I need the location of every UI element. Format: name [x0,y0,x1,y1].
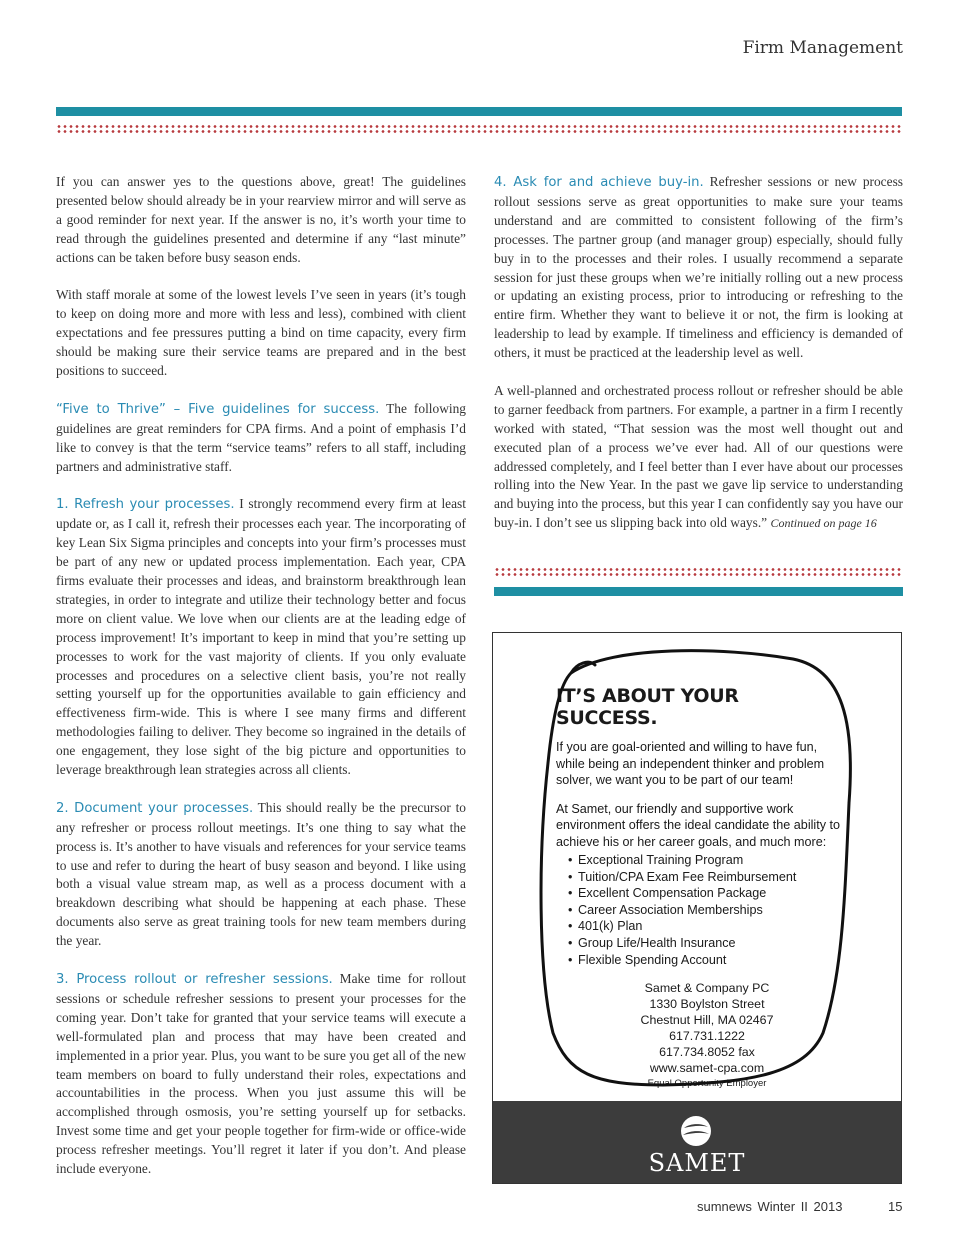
list-item: • Exceptional Training Program [568,852,846,869]
website-link[interactable]: www.samet-cpa.com [649,1061,765,1076]
paragraph-body: Refresher sessions or new process rollout sessions serve as great opportunities to make sure your teams understand and are committed to consistent following of the firm’s processes. The partner group (and manager group) especially, should fully buy in to the processes and their roles. I usually recommend a separate session for just these groups when we’re initially rolling out a new process or updating an existing process, prior to introducing or refreshing to the entire firm. Whether they want to believe it or not, the firm is looking at leadership to lead by example. If timeliness and efficiency is demanded of others, it must be practiced at the leadership level as well. [494,174,903,361]
paragraph-body: The following guidelines are great reminders for CPA firms. And a point of emphasis I’d like to convey is that the term “service teams” refers to all staff, including partners and administrative staff. [56,400,466,474]
page-number: 15 [888,1199,903,1214]
samet-logo-icon [680,1115,712,1147]
subheading: 4. Ask for and achieve buy-in. [494,175,704,190]
paragraph-body: This should really be the precursor to any refresher or process rollout meetings. It’s one thing to say what the process is. It’s another to have visuals and references for your service teams to use and refer to during the heart of busy season and beyond. I like using both a visual value stream map, as well as a process document with a breakdown describing what should be happening at each phase. These documents also serve as great training tools for new team members during the year. [56,799,466,949]
address-line: Chestnut Hill, MA 02467 [640,1013,774,1028]
paragraph [494,173,903,363]
subheading: “Five to Thrive” – Five guidelines for success. [56,401,380,417]
left-column [56,173,466,1198]
paragraph-body: I strongly recommend every firm at least update or, as I call it, refresh their processes each year. The incorporating of key Lean Six Sigma principles and concepts into your firm’s processes must be part of any new or updated process implementation. Each year, CPA firms evaluate their processes and ideas, and brainstorm breakthrough lean strategies, in order to integrate and utilize their technology better and focus more on client value. We love when our clients are at the leading edge of process improvement! It’s important to keep in mind that you’re setting up processes to work for the vast majority of clients. If you only evaluate processes and procedures on a selective client basis, you’re not really setting yourself up for the opportunities available to gain efficiency and effectiveness firm-wide. This is where I see many firms and different methodologies failing to deliver. They become so ingrained in the details of one engagement, they lose sight of the big picture and opportunities to leverage breakthrough lean strategies across all clients. [56,496,466,778]
list-item: • 401(k) Plan [568,918,846,935]
list-item: • Group Life/Health Insurance [568,935,846,952]
list-item: • Flexible Spending Account [568,952,846,969]
top-dotted-rule [56,124,902,134]
paragraph [56,495,466,780]
list-item: • Tuition/CPA Exam Fee Reimbursement [568,869,846,886]
subheading: 3. Process rollout or refresher sessions. [56,971,333,987]
right-column [494,173,903,552]
paragraph [56,400,466,477]
paragraph [494,382,903,533]
paragraph: With staff morale at some of the lowest levels I’ve seen in years (it’s tough to keep on doing more and more with less and less), combined with client expectations and fee pressures putting a bind on time capacity, every firm should be making sure their service teams are prepared and in the best positions to succeed. [56,287,466,379]
subheading: 2. Document your processes. [56,800,254,816]
list-item: • Career Association Memberships [568,902,846,919]
address-line: 1330 Boylston Street [649,997,765,1012]
samet-advertisement [492,632,902,1184]
phone: 617.731.1222 [669,1029,745,1044]
ad-headline: IT’S ABOUT YOUR SUCCESS. [556,685,739,729]
eoe-statement: Equal Opportunity Employer [647,1078,767,1090]
paragraph [56,970,466,1179]
paragraph: If you can answer yes to the questions above, great! The guidelines presented below should already be in your rearview mirror and will serve as a good reminder for next year. If the answer is no, it’s worth your time to read through the guidelines presented and determine if any “last minute” actions can be taken before busy season ends. [56,174,466,265]
hand-drawn-circle [493,633,902,1093]
fax: 617.734.8052 fax [659,1045,755,1060]
company-name: Samet & Company PC [644,981,770,996]
ad-body: At Samet, our friendly and supportive work environment offers the ideal candidate the ability to achieve his or her career goals, and much more: [556,801,841,849]
ad-logo-band [493,1101,901,1183]
paragraph-body: A well-planned and orchestrated process rollout or refresher should be able to garner feedback from partners. For example, a partner in a firm I recently worked with stated, “That session was the most well thought out and executed plan of a process we’ve ever had. All of our questions were addressed completely, and I feel better than I ever have about our processes rolling into the New Year. In the past we gave lip service to understanding and buying into the process, but this year I can confidently say you have our buy-in. I don’t see us slipping back into old ways.” [494,382,903,531]
publication-folio: sumnews Winter II 2013 [697,1199,843,1214]
paragraph-body: Make time for rollout sessions or schedule refresher sessions to present your processes for the coming year. Don’t take for granted that your service teams will execute a well-formulated plan and process that may have been created and implemented in a prior year. Plus, you want to be sure you get all of the new team members on board to fully understand their roles, expectations and accountabilities in the process. When you just assume this will be accomplished through osmosis, you’re setting yourself up for setbacks. Invest some time and get your people together for firm-wide or office-wide process refresher meetings. You’ll regret it later if you don’t. And please include everyone. [56,970,467,1177]
paragraph [56,799,466,951]
mid-dotted-rule [494,567,903,577]
mid-teal-rule [494,587,903,596]
subheading: 1. Refresh your processes. [56,497,235,513]
list-item: • Excellent Compensation Package [568,885,846,902]
samet-logo-text: SAMET [648,1149,746,1177]
continued-note: Continued on page 16 [770,516,877,531]
section-title: Firm Management [742,38,903,58]
ad-intro: If you are goal-oriented and willing to have fun, while being an independent thinker and problem solver, we want you to be part of our team! [556,740,825,787]
top-teal-rule [56,107,902,116]
